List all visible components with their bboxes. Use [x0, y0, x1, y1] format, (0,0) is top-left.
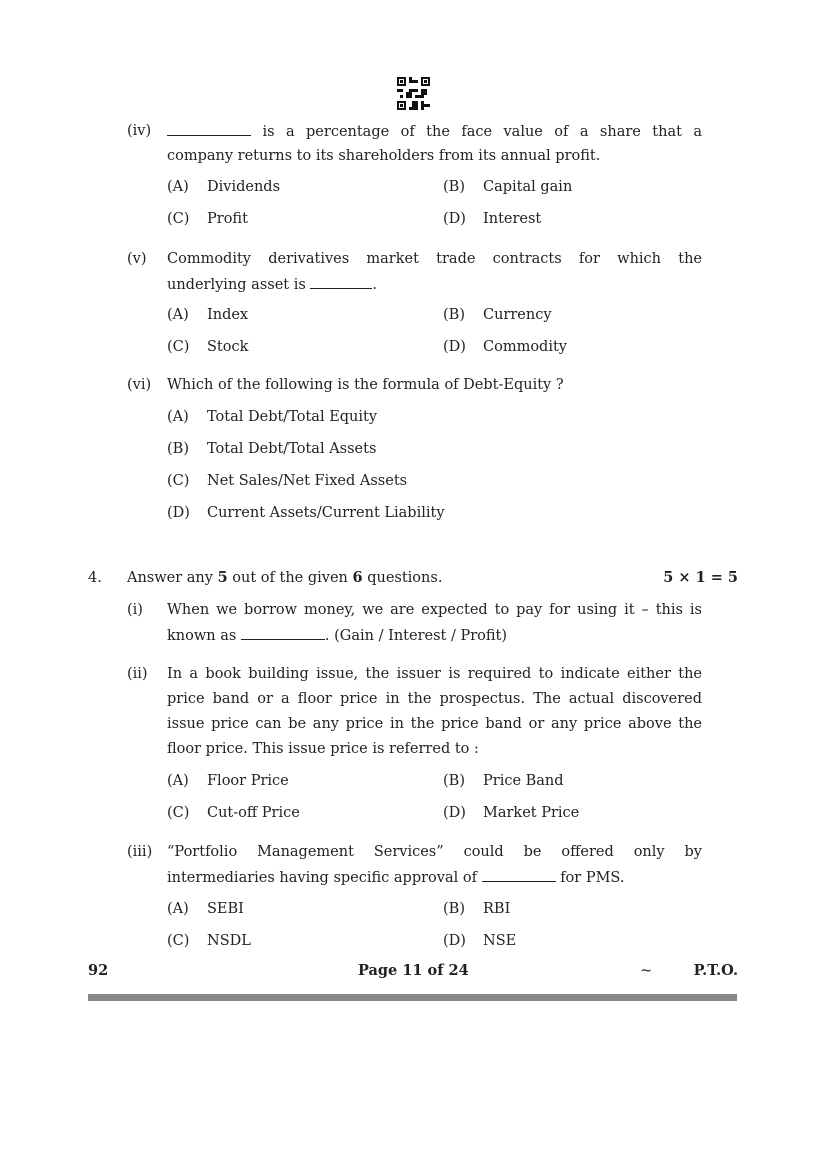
option-label: (B) — [167, 441, 189, 457]
question-text: Which of the following is the formula of Debt-Equity ? — [167, 377, 564, 393]
marks: 5 × 1 = 5 — [663, 569, 738, 586]
question-text: “Portfolio Management Services” could be offered only by — [167, 844, 702, 860]
option-label: (D) — [443, 339, 466, 355]
option-label: (B) — [443, 773, 465, 789]
option-label: (C) — [167, 805, 190, 821]
question-text: known as . (Gain / Interest / Profit) — [167, 625, 507, 646]
option-text: Profit — [207, 211, 248, 227]
option-text: NSE — [483, 933, 517, 949]
option-label: (D) — [443, 933, 466, 949]
question-text: floor price. This issue price is referred to : — [167, 741, 479, 757]
section-instruction: Answer any 5 out of the given 6 questions. — [127, 569, 443, 586]
option-text: NSDL — [207, 933, 251, 949]
question-number: (i) — [127, 602, 143, 618]
question-text: Commodity derivatives market trade contracts for which the — [167, 251, 702, 267]
option-label: (B) — [443, 307, 465, 323]
option-text: SEBI — [207, 901, 244, 917]
question-text: issue price can be any price in the price band or any price above the — [167, 716, 702, 732]
option-label: (C) — [167, 211, 190, 227]
answer-blank — [482, 867, 556, 882]
question-text: When we borrow money, we are expected to pay for using it – this is — [167, 602, 702, 618]
question-text: intermediaries having specific approval of for PMS. — [167, 867, 624, 888]
option-label: (A) — [167, 307, 189, 323]
question-number: 4. — [88, 570, 102, 586]
qr-code-icon — [397, 77, 430, 110]
tilde-mark: ~ — [640, 963, 653, 979]
option-label: (C) — [167, 339, 190, 355]
option-label: (A) — [167, 773, 189, 789]
question-number: (iv) — [127, 123, 152, 139]
question-text: company returns to its shareholders from its annual profit. — [167, 148, 601, 164]
option-text: Total Debt/Total Assets — [207, 441, 377, 457]
option-label: (C) — [167, 933, 190, 949]
option-text: Index — [207, 307, 249, 323]
option-text: Capital gain — [483, 179, 573, 195]
option-label: (A) — [167, 179, 189, 195]
question-number: (ii) — [127, 666, 148, 682]
option-text: Cut-off Price — [207, 805, 300, 821]
option-label: (B) — [443, 901, 465, 917]
question-text: price band or a floor price in the prospectus. The actual discovered — [167, 691, 702, 707]
option-label: (A) — [167, 409, 189, 425]
question-text: underlying asset is . — [167, 274, 377, 295]
option-label: (D) — [167, 505, 190, 521]
option-label: (C) — [167, 473, 190, 489]
question-text: is a percentage of the face value of a share that a — [167, 121, 702, 142]
option-text: Commodity — [483, 339, 567, 355]
answer-blank — [310, 274, 372, 289]
option-text: Stock — [207, 339, 249, 355]
question-number: (iii) — [127, 844, 153, 860]
option-text: Price Band — [483, 773, 564, 789]
option-text: Current Assets/Current Liability — [207, 505, 445, 521]
option-text: Interest — [483, 211, 542, 227]
answer-blank — [241, 625, 325, 640]
option-label: (D) — [443, 211, 466, 227]
option-text: Floor Price — [207, 773, 289, 789]
option-label: (A) — [167, 901, 189, 917]
option-text: Total Debt/Total Equity — [207, 409, 378, 425]
footer-divider — [88, 994, 737, 1001]
option-text: Market Price — [483, 805, 580, 821]
paper-code: 92 — [88, 962, 109, 979]
option-label: (D) — [443, 805, 466, 821]
option-text: RBI — [483, 901, 511, 917]
question-number: (v) — [127, 251, 147, 267]
answer-blank — [167, 121, 251, 136]
page-number: Page 11 of 24 — [358, 962, 469, 979]
option-label: (B) — [443, 179, 465, 195]
question-text: In a book building issue, the issuer is required to indicate either the — [167, 666, 702, 682]
option-text: Currency — [483, 307, 552, 323]
option-text: Dividends — [207, 179, 281, 195]
pto-label: P.T.O. — [693, 962, 738, 979]
option-text: Net Sales/Net Fixed Assets — [207, 473, 408, 489]
question-number: (vi) — [127, 377, 152, 393]
